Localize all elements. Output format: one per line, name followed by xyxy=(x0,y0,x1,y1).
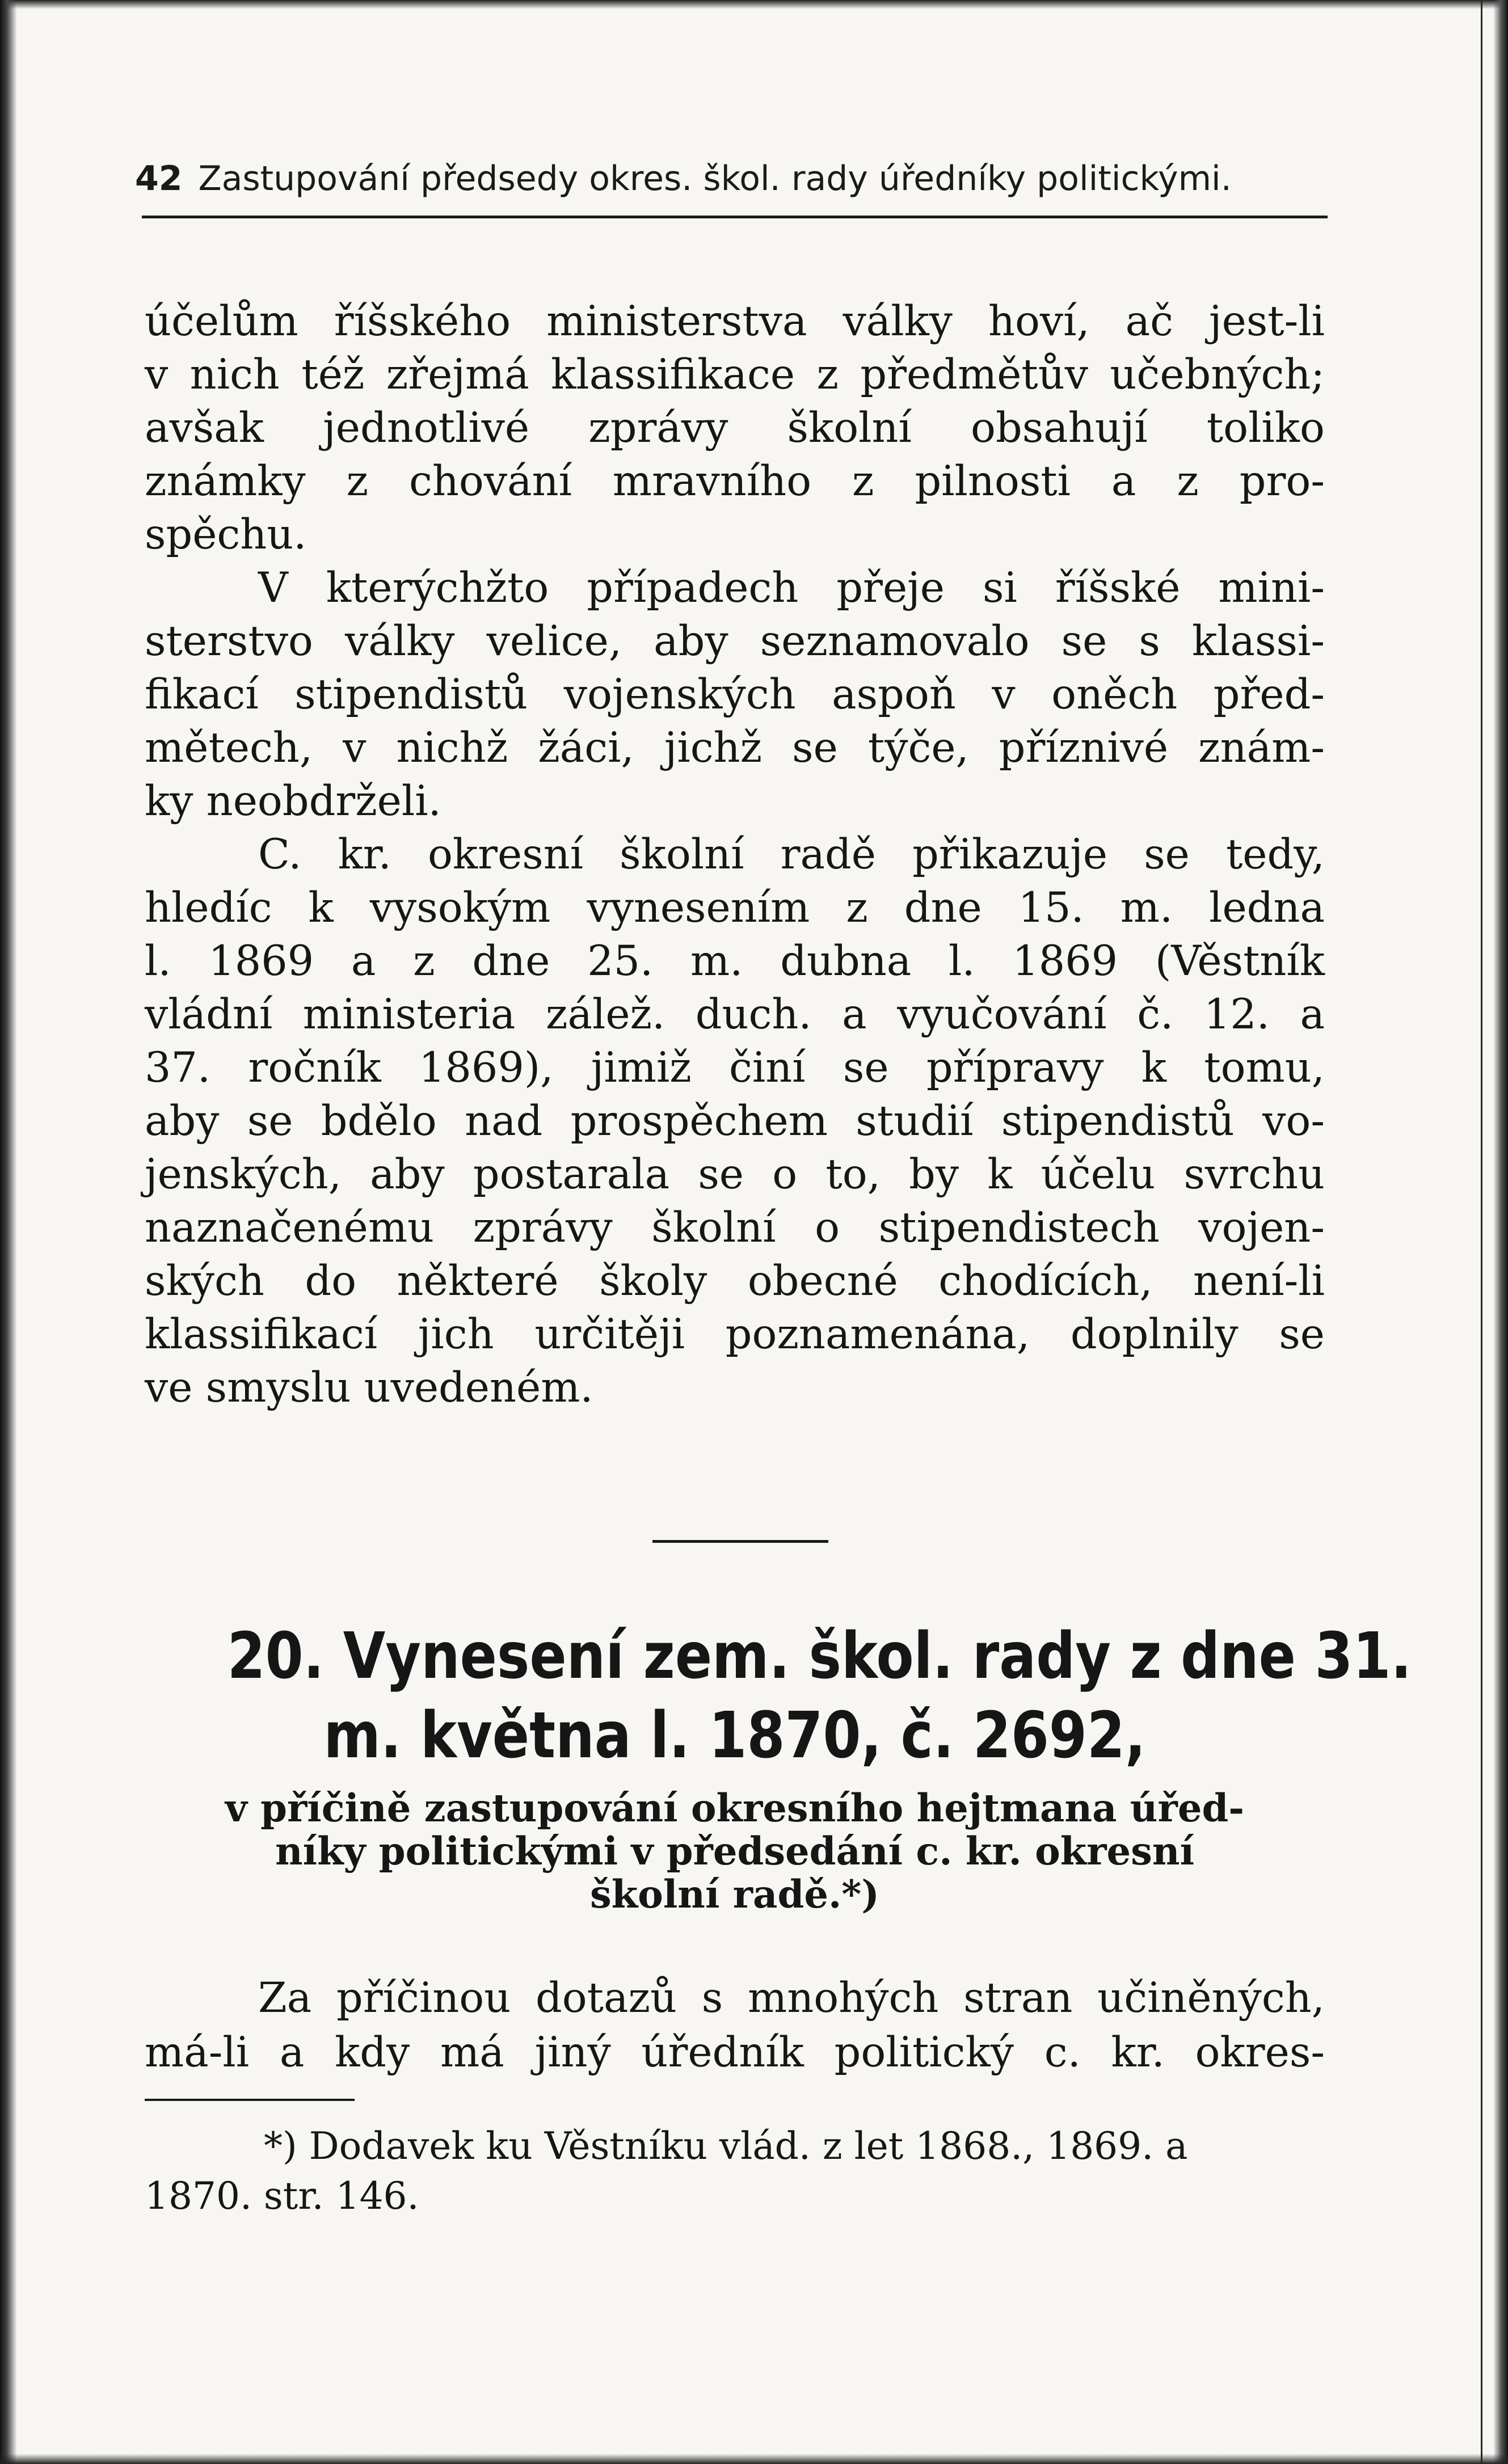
body-text xyxy=(145,295,1325,1415)
text-line: ve smyslu uvedeném. xyxy=(145,1364,593,1412)
text-line: klassifikací jich určitěji poznamenána, doplnily se xyxy=(145,1310,1325,1358)
text-line: ských do některé školy obecné chodících, není-li xyxy=(145,1257,1325,1305)
text-line: má-li a kdy má jiný úředník politický c. kr. okres- xyxy=(145,2028,1325,2077)
footnote-line: 1870. str. 146. xyxy=(145,2174,419,2218)
text-line: V kterýchžto případech přeje si říšské mini- xyxy=(258,564,1325,612)
footnote-line: *) Dodavek ku Věstníku vlád. z let 1868., 1869. a xyxy=(264,2124,1188,2168)
text-line: Za příčinou dotazů s mnohých stran učiněných, xyxy=(258,1974,1325,2022)
section-body xyxy=(145,1971,1325,2080)
heading-line: 20. Vynesení zem. škol. rady z dne 31. xyxy=(227,1619,1412,1693)
text-line: jenských, aby postarala se o to, by k účelu svrchu xyxy=(145,1150,1325,1199)
section-separator xyxy=(652,1540,828,1543)
running-header xyxy=(135,159,1326,199)
text-line: hledíc k vysokým vynesením z dne 15. m. ledna xyxy=(145,884,1325,932)
subheading-line: v příčině zastupování okresního hejtmana úřed- xyxy=(225,1786,1245,1830)
text-line: vládní ministeria zálež. duch. a vyučování č. 12. a xyxy=(145,990,1325,1039)
text-line: fikací stipendistů vojenských aspoň v oněch před- xyxy=(145,670,1325,719)
running-title: Zastupování předsedy okres. škol. rady úředníky politickými. xyxy=(198,159,1232,199)
text-line: spěchu. xyxy=(145,510,307,559)
section-subheading xyxy=(145,1787,1325,1916)
footnote xyxy=(145,2121,1325,2221)
scan-edge-left xyxy=(0,0,17,2464)
text-line: sterstvo války velice, aby seznamovalo se s klassi- xyxy=(145,617,1325,665)
scan-edge-top xyxy=(0,0,1508,9)
text-line: mětech, v nichž žáci, jichž se týče, příznivé znám- xyxy=(145,724,1325,772)
footnote-rule xyxy=(145,2099,355,2101)
scan-edge-right xyxy=(1493,0,1508,2464)
text-line: ky neobdrželi. xyxy=(145,777,441,825)
text-line: známky z chování mravního z pilnosti a z pro- xyxy=(145,457,1325,505)
text-line: v nich též zřejmá klassifikace z předmětův učebných; xyxy=(145,351,1325,399)
text-line: aby se bdělo nad prospěchem studií stipendistů vo- xyxy=(145,1097,1325,1145)
text-line: účelům říšského ministerstva války hoví, ač jest-li xyxy=(145,297,1325,345)
section-heading xyxy=(227,1617,1412,1775)
page-number: 42 xyxy=(135,159,183,199)
text-line: l. 1869 a z dne 25. m. dubna l. 1869 (Věstník xyxy=(145,937,1325,985)
text-line: 37. ročník 1869), jimiž činí se přípravy k tomu, xyxy=(145,1044,1325,1092)
text-line: C. kr. okresní školní radě přikazuje se tedy, xyxy=(258,830,1325,879)
subheading-line: níky politickými v předsedání c. kr. okresní xyxy=(275,1829,1195,1874)
text-line: avšak jednotlivé zprávy školní obsahují toliko xyxy=(145,404,1325,452)
heading-line: m. května l. 1870, č. 2692, xyxy=(323,1699,1146,1773)
page-border-line xyxy=(1481,0,1482,2464)
text-line: naznačenému zprávy školní o stipendistech vojen- xyxy=(145,1204,1325,1252)
subheading-line: školní radě.*) xyxy=(589,1872,880,1917)
header-rule xyxy=(142,216,1328,218)
scan-edge-bottom xyxy=(0,2454,1508,2464)
